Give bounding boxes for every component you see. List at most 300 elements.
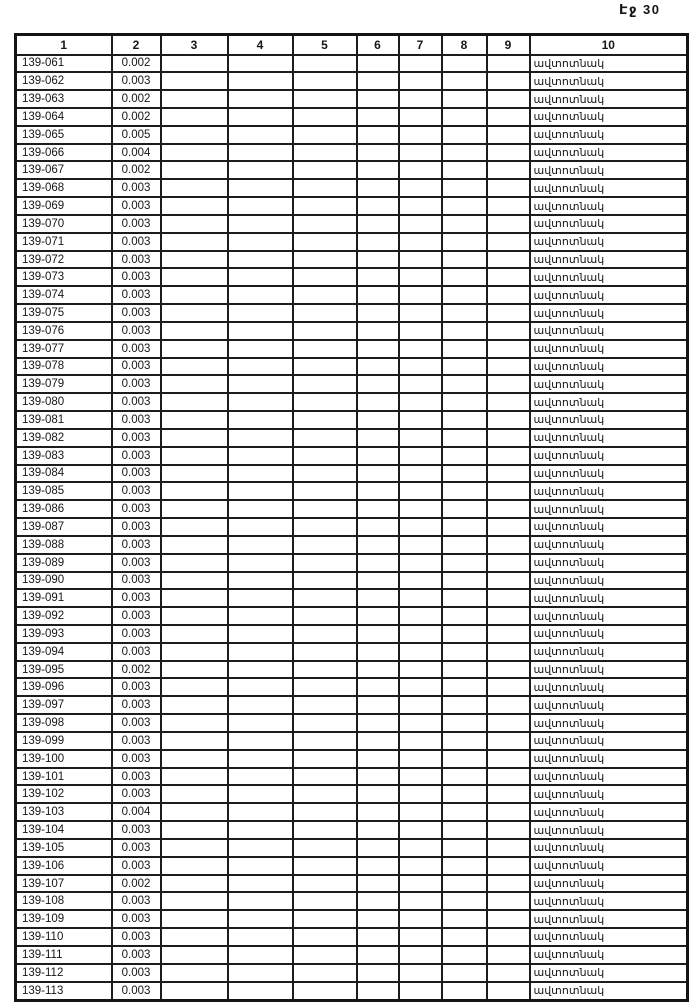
empty-cell bbox=[293, 607, 357, 625]
empty-cell bbox=[293, 572, 357, 590]
row-id-cell: 139-106 bbox=[16, 857, 112, 875]
empty-cell bbox=[399, 465, 442, 483]
type-cell: ավտոտնակ bbox=[530, 90, 688, 108]
empty-cell bbox=[293, 465, 357, 483]
table-row bbox=[16, 55, 688, 73]
empty-cell bbox=[228, 643, 293, 661]
table-row bbox=[16, 72, 688, 90]
table-row bbox=[16, 554, 688, 572]
empty-cell bbox=[161, 500, 228, 518]
type-cell: ավտոտնակ bbox=[530, 233, 688, 251]
empty-cell bbox=[442, 144, 487, 162]
column-header-8: 8 bbox=[442, 35, 487, 55]
empty-cell bbox=[442, 803, 487, 821]
empty-cell bbox=[487, 286, 530, 304]
empty-cell bbox=[228, 482, 293, 500]
empty-cell bbox=[161, 465, 228, 483]
row-id-cell: 139-087 bbox=[16, 518, 112, 536]
value-cell: 0.003 bbox=[112, 482, 161, 500]
empty-cell bbox=[399, 322, 442, 340]
empty-cell bbox=[399, 536, 442, 554]
empty-cell bbox=[161, 340, 228, 358]
empty-cell bbox=[487, 55, 530, 73]
table-row bbox=[16, 126, 688, 144]
table-row bbox=[16, 696, 688, 714]
empty-cell bbox=[161, 982, 228, 1001]
row-id-cell: 139-110 bbox=[16, 928, 112, 946]
empty-cell bbox=[442, 928, 487, 946]
empty-cell bbox=[442, 839, 487, 857]
empty-cell bbox=[161, 358, 228, 376]
empty-cell bbox=[357, 875, 399, 893]
empty-cell bbox=[293, 126, 357, 144]
empty-cell bbox=[399, 768, 442, 786]
row-id-cell: 139-073 bbox=[16, 268, 112, 286]
empty-cell bbox=[442, 251, 487, 269]
empty-cell bbox=[487, 857, 530, 875]
empty-cell bbox=[161, 821, 228, 839]
empty-cell bbox=[357, 500, 399, 518]
row-id-cell: 139-084 bbox=[16, 465, 112, 483]
type-cell: ավտոտնակ bbox=[530, 982, 688, 1001]
empty-cell bbox=[357, 482, 399, 500]
table-row bbox=[16, 536, 688, 554]
type-cell: ավտոտնակ bbox=[530, 768, 688, 786]
empty-cell bbox=[442, 821, 487, 839]
empty-cell bbox=[228, 304, 293, 322]
empty-cell bbox=[399, 982, 442, 1001]
empty-cell bbox=[442, 429, 487, 447]
empty-cell bbox=[357, 643, 399, 661]
empty-cell bbox=[442, 465, 487, 483]
table-row bbox=[16, 661, 688, 679]
empty-cell bbox=[293, 251, 357, 269]
value-cell: 0.003 bbox=[112, 572, 161, 590]
empty-cell bbox=[161, 179, 228, 197]
empty-cell bbox=[357, 179, 399, 197]
empty-cell bbox=[161, 215, 228, 233]
empty-cell bbox=[442, 661, 487, 679]
empty-cell bbox=[293, 839, 357, 857]
value-cell: 0.003 bbox=[112, 554, 161, 572]
row-id-cell: 139-067 bbox=[16, 161, 112, 179]
empty-cell bbox=[487, 358, 530, 376]
value-cell: 0.004 bbox=[112, 803, 161, 821]
type-cell: ավտոտնակ bbox=[530, 536, 688, 554]
table-row bbox=[16, 643, 688, 661]
empty-cell bbox=[442, 643, 487, 661]
empty-cell bbox=[399, 589, 442, 607]
type-cell: ավտոտնակ bbox=[530, 964, 688, 982]
empty-cell bbox=[293, 340, 357, 358]
empty-cell bbox=[487, 126, 530, 144]
table-row bbox=[16, 785, 688, 803]
type-cell: ավտոտնակ bbox=[530, 732, 688, 750]
row-id-cell: 139-083 bbox=[16, 447, 112, 465]
empty-cell bbox=[293, 322, 357, 340]
empty-cell bbox=[228, 72, 293, 90]
type-cell: ավտոտնակ bbox=[530, 429, 688, 447]
empty-cell bbox=[228, 928, 293, 946]
empty-cell bbox=[357, 375, 399, 393]
value-cell: 0.003 bbox=[112, 411, 161, 429]
type-cell: ավտոտնակ bbox=[530, 179, 688, 197]
value-cell: 0.003 bbox=[112, 304, 161, 322]
empty-cell bbox=[161, 126, 228, 144]
table-row bbox=[16, 304, 688, 322]
empty-cell bbox=[357, 785, 399, 803]
table-row bbox=[16, 732, 688, 750]
empty-cell bbox=[357, 286, 399, 304]
empty-cell bbox=[442, 72, 487, 90]
type-cell: ավտոտնակ bbox=[530, 661, 688, 679]
empty-cell bbox=[442, 946, 487, 964]
empty-cell bbox=[442, 340, 487, 358]
empty-cell bbox=[399, 393, 442, 411]
empty-cell bbox=[442, 518, 487, 536]
empty-cell bbox=[442, 215, 487, 233]
type-cell: ավտոտնակ bbox=[530, 678, 688, 696]
empty-cell bbox=[487, 465, 530, 483]
empty-cell bbox=[357, 197, 399, 215]
empty-cell bbox=[487, 643, 530, 661]
empty-cell bbox=[357, 90, 399, 108]
value-cell: 0.002 bbox=[112, 875, 161, 893]
empty-cell bbox=[228, 375, 293, 393]
empty-cell bbox=[228, 946, 293, 964]
empty-cell bbox=[161, 55, 228, 73]
row-id-cell: 139-082 bbox=[16, 429, 112, 447]
table-row bbox=[16, 839, 688, 857]
empty-cell bbox=[357, 803, 399, 821]
empty-cell bbox=[161, 589, 228, 607]
table-row bbox=[16, 393, 688, 411]
empty-cell bbox=[442, 197, 487, 215]
empty-cell bbox=[161, 304, 228, 322]
empty-cell bbox=[487, 108, 530, 126]
empty-cell bbox=[487, 839, 530, 857]
empty-cell bbox=[487, 72, 530, 90]
empty-cell bbox=[228, 536, 293, 554]
empty-cell bbox=[228, 785, 293, 803]
empty-cell bbox=[357, 304, 399, 322]
empty-cell bbox=[442, 482, 487, 500]
row-id-cell: 139-063 bbox=[16, 90, 112, 108]
empty-cell bbox=[228, 55, 293, 73]
value-cell: 0.003 bbox=[112, 964, 161, 982]
empty-cell bbox=[487, 696, 530, 714]
table-row bbox=[16, 964, 688, 982]
empty-cell bbox=[442, 785, 487, 803]
empty-cell bbox=[487, 589, 530, 607]
empty-cell bbox=[357, 750, 399, 768]
value-cell: 0.003 bbox=[112, 892, 161, 910]
empty-cell bbox=[357, 696, 399, 714]
value-cell: 0.003 bbox=[112, 732, 161, 750]
empty-cell bbox=[357, 268, 399, 286]
value-cell: 0.003 bbox=[112, 643, 161, 661]
row-id-cell: 139-094 bbox=[16, 643, 112, 661]
type-cell: ավտոտնակ bbox=[530, 251, 688, 269]
type-cell: ավտոտնակ bbox=[530, 55, 688, 73]
empty-cell bbox=[487, 411, 530, 429]
table-row bbox=[16, 589, 688, 607]
empty-cell bbox=[487, 750, 530, 768]
empty-cell bbox=[357, 55, 399, 73]
empty-cell bbox=[293, 982, 357, 1001]
empty-cell bbox=[487, 964, 530, 982]
empty-cell bbox=[399, 233, 442, 251]
empty-cell bbox=[293, 732, 357, 750]
empty-cell bbox=[487, 982, 530, 1001]
empty-cell bbox=[487, 910, 530, 928]
value-cell: 0.003 bbox=[112, 536, 161, 554]
empty-cell bbox=[293, 179, 357, 197]
empty-cell bbox=[399, 268, 442, 286]
type-cell: ավտոտնակ bbox=[530, 375, 688, 393]
empty-cell bbox=[293, 447, 357, 465]
table-row bbox=[16, 768, 688, 786]
empty-cell bbox=[442, 268, 487, 286]
value-cell: 0.003 bbox=[112, 179, 161, 197]
table-row bbox=[16, 411, 688, 429]
row-id-cell: 139-101 bbox=[16, 768, 112, 786]
empty-cell bbox=[357, 589, 399, 607]
empty-cell bbox=[399, 500, 442, 518]
empty-cell bbox=[161, 661, 228, 679]
value-cell: 0.003 bbox=[112, 768, 161, 786]
type-cell: ավտոտնակ bbox=[530, 572, 688, 590]
table-row bbox=[16, 750, 688, 768]
value-cell: 0.002 bbox=[112, 90, 161, 108]
empty-cell bbox=[161, 286, 228, 304]
empty-cell bbox=[228, 982, 293, 1001]
empty-cell bbox=[487, 500, 530, 518]
empty-cell bbox=[357, 447, 399, 465]
empty-cell bbox=[399, 607, 442, 625]
empty-cell bbox=[399, 215, 442, 233]
value-cell: 0.003 bbox=[112, 286, 161, 304]
empty-cell bbox=[228, 286, 293, 304]
value-cell: 0.003 bbox=[112, 857, 161, 875]
empty-cell bbox=[228, 393, 293, 411]
empty-cell bbox=[293, 286, 357, 304]
value-cell: 0.003 bbox=[112, 72, 161, 90]
empty-cell bbox=[399, 572, 442, 590]
empty-cell bbox=[357, 661, 399, 679]
empty-cell bbox=[293, 429, 357, 447]
table-row bbox=[16, 892, 688, 910]
empty-cell bbox=[487, 322, 530, 340]
row-id-cell: 139-076 bbox=[16, 322, 112, 340]
table-row bbox=[16, 447, 688, 465]
empty-cell bbox=[293, 144, 357, 162]
empty-cell bbox=[399, 375, 442, 393]
type-cell: ավտոտնակ bbox=[530, 589, 688, 607]
empty-cell bbox=[161, 411, 228, 429]
empty-cell bbox=[161, 696, 228, 714]
empty-cell bbox=[293, 821, 357, 839]
empty-cell bbox=[293, 500, 357, 518]
empty-cell bbox=[228, 518, 293, 536]
empty-cell bbox=[228, 572, 293, 590]
empty-cell bbox=[228, 768, 293, 786]
empty-cell bbox=[399, 304, 442, 322]
empty-cell bbox=[399, 714, 442, 732]
empty-cell bbox=[442, 358, 487, 376]
empty-cell bbox=[399, 696, 442, 714]
empty-cell bbox=[399, 554, 442, 572]
empty-cell bbox=[399, 251, 442, 269]
value-cell: 0.003 bbox=[112, 447, 161, 465]
empty-cell bbox=[228, 964, 293, 982]
empty-cell bbox=[487, 732, 530, 750]
empty-cell bbox=[228, 268, 293, 286]
empty-cell bbox=[357, 892, 399, 910]
row-id-cell: 139-100 bbox=[16, 750, 112, 768]
value-cell: 0.003 bbox=[112, 928, 161, 946]
empty-cell bbox=[487, 768, 530, 786]
empty-cell bbox=[161, 768, 228, 786]
empty-cell bbox=[487, 251, 530, 269]
empty-cell bbox=[487, 821, 530, 839]
table-row bbox=[16, 946, 688, 964]
empty-cell bbox=[228, 714, 293, 732]
empty-cell bbox=[442, 589, 487, 607]
empty-cell bbox=[442, 714, 487, 732]
empty-cell bbox=[399, 661, 442, 679]
empty-cell bbox=[161, 607, 228, 625]
empty-cell bbox=[228, 215, 293, 233]
empty-cell bbox=[357, 928, 399, 946]
empty-cell bbox=[228, 144, 293, 162]
empty-cell bbox=[161, 429, 228, 447]
empty-cell bbox=[293, 750, 357, 768]
type-cell: ավտոտնակ bbox=[530, 215, 688, 233]
empty-cell bbox=[293, 161, 357, 179]
empty-cell bbox=[399, 108, 442, 126]
empty-cell bbox=[228, 589, 293, 607]
empty-cell bbox=[161, 536, 228, 554]
empty-cell bbox=[487, 179, 530, 197]
empty-cell bbox=[442, 892, 487, 910]
column-header-4: 4 bbox=[228, 35, 293, 55]
empty-cell bbox=[161, 554, 228, 572]
empty-cell bbox=[442, 108, 487, 126]
empty-cell bbox=[228, 126, 293, 144]
empty-cell bbox=[228, 750, 293, 768]
value-cell: 0.003 bbox=[112, 982, 161, 1001]
empty-cell bbox=[487, 144, 530, 162]
empty-cell bbox=[293, 768, 357, 786]
type-cell: ավտոտնակ bbox=[530, 910, 688, 928]
row-id-cell: 139-081 bbox=[16, 411, 112, 429]
empty-cell bbox=[293, 892, 357, 910]
empty-cell bbox=[228, 839, 293, 857]
empty-cell bbox=[487, 678, 530, 696]
value-cell: 0.003 bbox=[112, 750, 161, 768]
row-id-cell: 139-074 bbox=[16, 286, 112, 304]
value-cell: 0.003 bbox=[112, 518, 161, 536]
table-row bbox=[16, 482, 688, 500]
empty-cell bbox=[442, 910, 487, 928]
value-cell: 0.003 bbox=[112, 589, 161, 607]
empty-cell bbox=[293, 482, 357, 500]
empty-cell bbox=[161, 322, 228, 340]
empty-cell bbox=[161, 643, 228, 661]
empty-cell bbox=[161, 72, 228, 90]
empty-cell bbox=[442, 233, 487, 251]
empty-cell bbox=[161, 572, 228, 590]
table-row bbox=[16, 429, 688, 447]
empty-cell bbox=[399, 892, 442, 910]
row-id-cell: 139-062 bbox=[16, 72, 112, 90]
empty-cell bbox=[357, 678, 399, 696]
empty-cell bbox=[487, 447, 530, 465]
empty-cell bbox=[399, 197, 442, 215]
empty-cell bbox=[442, 607, 487, 625]
table-row bbox=[16, 518, 688, 536]
empty-cell bbox=[161, 233, 228, 251]
empty-cell bbox=[442, 696, 487, 714]
empty-cell bbox=[293, 714, 357, 732]
empty-cell bbox=[161, 785, 228, 803]
row-id-cell: 139-108 bbox=[16, 892, 112, 910]
row-id-cell: 139-103 bbox=[16, 803, 112, 821]
empty-cell bbox=[161, 892, 228, 910]
value-cell: 0.003 bbox=[112, 465, 161, 483]
empty-cell bbox=[161, 714, 228, 732]
empty-cell bbox=[228, 447, 293, 465]
empty-cell bbox=[293, 643, 357, 661]
empty-cell bbox=[161, 750, 228, 768]
empty-cell bbox=[487, 607, 530, 625]
empty-cell bbox=[228, 875, 293, 893]
table-row bbox=[16, 572, 688, 590]
column-header-6: 6 bbox=[357, 35, 399, 55]
empty-cell bbox=[161, 946, 228, 964]
empty-cell bbox=[487, 554, 530, 572]
type-cell: ավտոտնակ bbox=[530, 286, 688, 304]
empty-cell bbox=[161, 678, 228, 696]
table-row bbox=[16, 108, 688, 126]
row-id-cell: 139-111 bbox=[16, 946, 112, 964]
empty-cell bbox=[399, 411, 442, 429]
empty-cell bbox=[399, 161, 442, 179]
table-row bbox=[16, 821, 688, 839]
empty-cell bbox=[399, 857, 442, 875]
empty-cell bbox=[487, 875, 530, 893]
type-cell: ավտոտնակ bbox=[530, 500, 688, 518]
type-cell: ավտոտնակ bbox=[530, 126, 688, 144]
value-cell: 0.005 bbox=[112, 126, 161, 144]
empty-cell bbox=[357, 233, 399, 251]
empty-cell bbox=[399, 875, 442, 893]
type-cell: ավտոտնակ bbox=[530, 340, 688, 358]
empty-cell bbox=[228, 161, 293, 179]
type-cell: ավտոտնակ bbox=[530, 803, 688, 821]
table-row bbox=[16, 465, 688, 483]
value-cell: 0.003 bbox=[112, 197, 161, 215]
empty-cell bbox=[399, 90, 442, 108]
empty-cell bbox=[293, 518, 357, 536]
empty-cell bbox=[357, 322, 399, 340]
empty-cell bbox=[442, 982, 487, 1001]
empty-cell bbox=[442, 964, 487, 982]
type-cell: ավտոտնակ bbox=[530, 607, 688, 625]
empty-cell bbox=[228, 500, 293, 518]
type-cell: ավտոտնակ bbox=[530, 714, 688, 732]
